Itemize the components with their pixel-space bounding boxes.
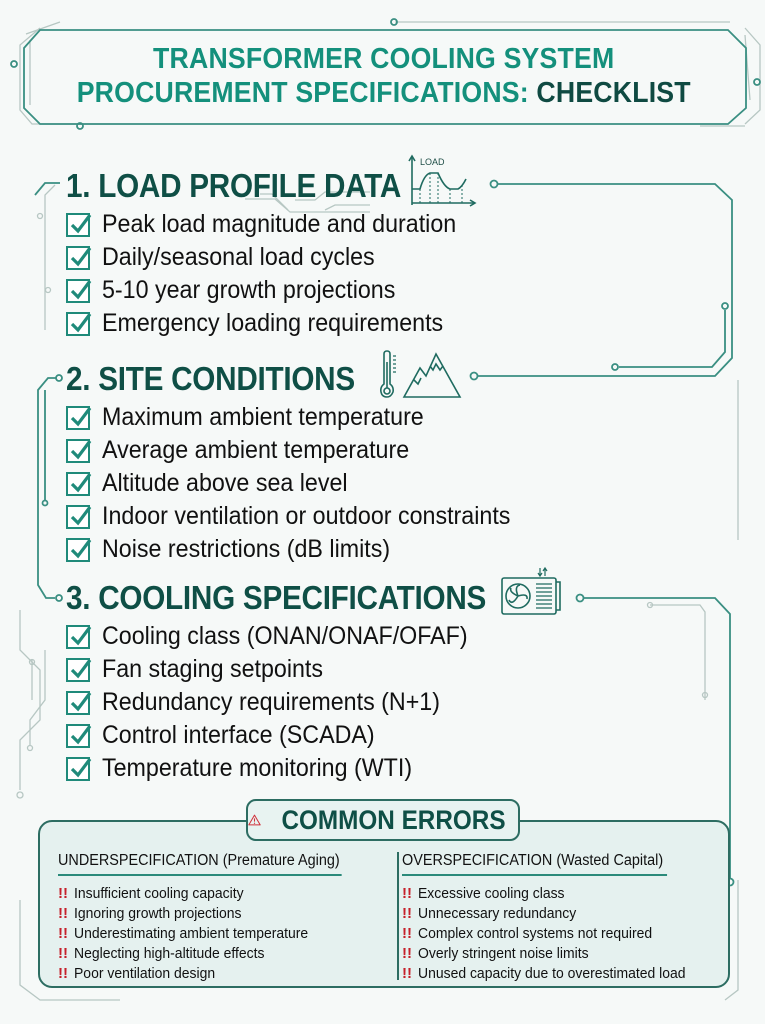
error-item: !! Complex control systems not required — [402, 924, 653, 942]
checklist-item[interactable] — [66, 653, 533, 686]
checklist-item[interactable] — [66, 686, 533, 719]
title-line-1: TRANSFORMER COOLING SYSTEM — [153, 43, 615, 75]
item-label: Control interface (SCADA) — [102, 721, 375, 749]
checklist-item[interactable] — [66, 620, 533, 653]
checkbox-checked-icon[interactable] — [66, 312, 90, 336]
checklist-item[interactable] — [66, 401, 541, 434]
checklist-item[interactable] — [66, 500, 541, 533]
common-errors-panel — [38, 820, 730, 988]
section-title: 1. LOAD PROFILE DATA — [66, 167, 402, 204]
section-site-conditions — [66, 357, 541, 566]
title-line-2-main: PROCUREMENT SPECIFICATIONS: — [76, 77, 537, 109]
error-item: !! Unused capacity due to overestimated load — [402, 964, 686, 982]
section-title: 3. COOLING SPECIFICATIONS — [66, 579, 487, 616]
item-label: Altitude above sea level — [102, 469, 348, 497]
double-exclamation-icon: !! — [58, 944, 68, 962]
error-item: !! Poor ventilation design — [58, 964, 216, 982]
column-divider — [397, 852, 399, 980]
common-errors-title: COMMON ERRORS — [281, 804, 506, 835]
checkbox-checked-icon[interactable] — [66, 691, 90, 715]
thermometer-mountain-icon — [378, 350, 464, 400]
fan-radiator-icon — [500, 566, 566, 618]
double-exclamation-icon: !! — [402, 884, 412, 902]
checklist-item[interactable] — [66, 208, 483, 241]
column-heading: UNDERSPECIFICATION (Premature Aging) — [58, 852, 342, 876]
checkbox-checked-icon[interactable] — [66, 279, 90, 303]
error-item: !! Unnecessary redundancy — [402, 904, 577, 922]
item-label: Redundancy requirements (N+1) — [102, 688, 440, 716]
double-exclamation-icon: !! — [58, 884, 68, 902]
common-errors-badge — [246, 799, 520, 841]
double-exclamation-icon: !! — [58, 904, 68, 922]
checkbox-checked-icon[interactable] — [66, 625, 90, 649]
checkbox-checked-icon[interactable] — [66, 472, 90, 496]
item-label: Temperature monitoring (WTI) — [102, 754, 413, 782]
svg-text:LOAD: LOAD — [420, 157, 445, 167]
page-title — [20, 28, 748, 124]
section-title: 2. SITE CONDITIONS — [66, 360, 355, 397]
checkbox-checked-icon[interactable] — [66, 406, 90, 430]
double-exclamation-icon: !! — [58, 964, 68, 982]
error-item: !! Neglecting high-altitude effects — [58, 944, 265, 962]
underspecification-column — [58, 852, 363, 983]
checkbox-checked-icon[interactable] — [66, 505, 90, 529]
double-exclamation-icon: !! — [58, 924, 68, 942]
error-item: !! Underestimating ambient temperature — [58, 924, 309, 942]
title-checklist-accent: CHECKLIST — [536, 77, 692, 109]
column-heading: OVERSPECIFICATION (Wasted Capital) — [402, 852, 667, 876]
checklist-item[interactable] — [66, 274, 483, 307]
error-item: !! Overly stringent noise limits — [402, 944, 589, 962]
checkbox-checked-icon[interactable] — [66, 724, 90, 748]
item-label: Indoor ventilation or outdoor constraints — [102, 502, 511, 530]
double-exclamation-icon: !! — [402, 904, 412, 922]
checkbox-checked-icon[interactable] — [66, 246, 90, 270]
error-item: !! Ignoring growth projections — [58, 904, 242, 922]
checkbox-checked-icon[interactable] — [66, 658, 90, 682]
checklist-item[interactable] — [66, 467, 541, 500]
overspecification-column — [402, 852, 706, 983]
checklist-item[interactable] — [66, 752, 533, 785]
error-item: !! Excessive cooling class — [402, 884, 565, 902]
checkbox-checked-icon[interactable] — [66, 757, 90, 781]
section-cooling-specifications — [66, 576, 533, 785]
item-label: Cooling class (ONAN/ONAF/OFAF) — [102, 622, 468, 650]
double-exclamation-icon: !! — [402, 924, 412, 942]
item-label: Peak load magnitude and duration — [102, 210, 457, 238]
item-label: Noise restrictions (dB limits) — [102, 535, 391, 563]
error-item: !! Insufficient cooling capacity — [58, 884, 244, 902]
item-label: Average ambient temperature — [102, 436, 410, 464]
checklist-item[interactable] — [66, 307, 483, 340]
checklist-item[interactable] — [66, 241, 483, 274]
item-label: Maximum ambient temperature — [102, 403, 424, 431]
checklist-item[interactable] — [66, 434, 541, 467]
checkbox-checked-icon[interactable] — [66, 439, 90, 463]
warning-icon — [248, 806, 261, 834]
checklist-item[interactable] — [66, 719, 533, 752]
checkbox-checked-icon[interactable] — [66, 538, 90, 562]
item-label: Fan staging setpoints — [102, 655, 324, 683]
item-label: 5-10 year growth projections — [102, 276, 396, 304]
item-label: Emergency loading requirements — [102, 309, 444, 337]
item-label: Daily/seasonal load cycles — [102, 243, 375, 271]
title-line-2 — [77, 76, 691, 110]
checklist-item[interactable] — [66, 533, 541, 566]
double-exclamation-icon: !! — [402, 944, 412, 962]
checkbox-checked-icon[interactable] — [66, 213, 90, 237]
load-chart-icon — [408, 153, 480, 209]
double-exclamation-icon: !! — [402, 964, 412, 982]
